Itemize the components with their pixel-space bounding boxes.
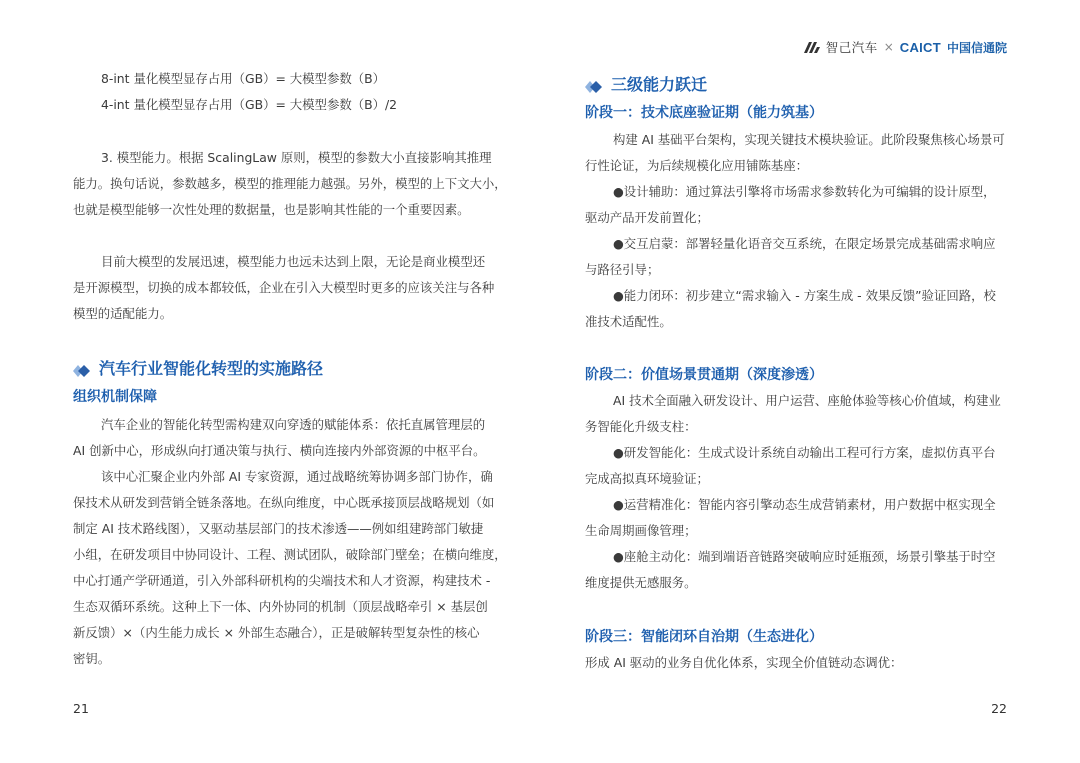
paragraph-line: 密钥。 xyxy=(73,651,111,666)
diamond-icon xyxy=(585,78,603,90)
paragraph-line: AI 技术全面融入研发设计、用户运营、座舱体验等核心价值域，构建业 xyxy=(613,393,1001,408)
paragraph-line: 生态双循环系统。这种上下一体、内外协同的机制（顶层战略牵引 × 基层创 xyxy=(73,599,488,614)
stage3-body xyxy=(585,650,1015,676)
section-title: 汽车行业智能化转型的实施路径 xyxy=(99,359,324,378)
bullet-line: ●研发智能化：生成式设计系统自动输出工程可行方案，虚拟仿真平台 xyxy=(613,445,996,460)
paragraph-line: 与路径引导； xyxy=(585,262,660,277)
bullet-line: ●运营精准化：智能内容引擎动态生成营销素材，用户数据中枢实现全 xyxy=(613,497,996,512)
paragraph-line: 能力。换句话说，参数越多，模型的推理能力越强。另外，模型的上下文大小， xyxy=(73,176,507,191)
bullet-line: ●交互启蒙：部署轻量化语音交互系统，在限定场景完成基础需求响应 xyxy=(613,236,996,251)
paragraph-line: 务智能化升级支柱： xyxy=(585,419,697,434)
paragraph-line: AI 创新中心，形成纵向打通决策与执行、横向连接内外部资源的中枢平台。 xyxy=(73,443,486,458)
paragraph-line: 行性论证，为后续规模化应用铺陈基座： xyxy=(585,158,809,173)
page-number-left: 21 xyxy=(73,701,89,716)
brand-separator: × xyxy=(883,40,894,54)
formula-block xyxy=(101,66,397,118)
stage3-title: 阶段三：智能闭环自治期（生态进化） xyxy=(585,629,823,645)
sub-title: 组织机制保障 xyxy=(73,389,157,405)
paragraph-line: 构建 AI 基础平台架构，实现关键技术模块验证。此阶段聚焦核心场景可 xyxy=(613,132,1005,147)
paragraph-line: 形成 AI 驱动的业务自优化体系，实现全价值链动态调优： xyxy=(585,655,903,670)
section-heading-left xyxy=(73,356,323,379)
paragraph-line: 制定 AI 技术路线图），又驱动基层部门的技术渗透——例如组建跨部门敏捷 xyxy=(73,521,484,536)
header-logos xyxy=(804,38,1007,56)
page-number-right: 22 xyxy=(991,701,1007,716)
paragraph-line: 小组，在研发项目中协同设计、工程、测试团队，破除部门壁垒；在横向维度， xyxy=(73,547,507,562)
formula-line: 4-int 量化模型显存占用（GB）= 大模型参数（B）/2 xyxy=(101,97,398,112)
paragraph-line: 保技术从研发到营销全链条落地。在纵向维度，中心既承接顶层战略规划（如 xyxy=(73,495,495,510)
stage2-title: 阶段二：价值场景贯通期（深度渗透） xyxy=(585,367,823,383)
paragraph-line: 目前大模型的发展迅速，模型能力也远未达到上限，无论是商业模型还 xyxy=(101,254,486,269)
stage1-title: 阶段一：技术底座验证期（能力筑基） xyxy=(585,105,823,121)
para-org-2 xyxy=(73,464,507,672)
para-development xyxy=(73,249,500,327)
paragraph-line: 模型的适配能力。 xyxy=(73,306,173,321)
paragraph-line: 也就是模型能够一次性处理的数据量，也是影响其性能的一个重要因素。 xyxy=(73,202,470,217)
paragraph-line: 驱动产品开发前置化； xyxy=(585,210,709,225)
bullet-line: ●能力闭环：初步建立“需求输入 - 方案生成 - 效果反馈”验证回路，校 xyxy=(613,288,996,303)
diamond-icon xyxy=(73,362,91,374)
paragraph-line: 完成高拟真环境验证； xyxy=(585,471,709,486)
bullet-line: ●设计辅助：通过算法引擎将市场需求参数转化为可编辑的设计原型， xyxy=(613,184,996,199)
paragraph-line: 生命周期画像管理； xyxy=(585,523,697,538)
paragraph-line: 新反馈）×（内生能力成长 × 外部生态融合），正是破解转型复杂性的核心 xyxy=(73,625,480,640)
paragraph-line: 该中心汇聚企业内外部 AI 专家资源，通过战略统筹协调多部门协作，确 xyxy=(101,469,493,484)
stage2-body xyxy=(585,388,1015,596)
paragraph-line: 维度提供无感服务。 xyxy=(585,575,697,590)
zhiji-logo-icon xyxy=(804,42,820,53)
para-model-ability xyxy=(73,145,507,223)
brand-caict-cn: 中国信通院 xyxy=(946,40,1007,55)
stage1-body xyxy=(585,127,1015,335)
paragraph-line: 中心打通产学研通道，引入外部科研机构的尖端技术和人才资源，构建技术 - xyxy=(73,573,491,588)
paragraph-line: 是开源模型，切换的成本都较低，企业在引入大模型时更多的应该关注与各种 xyxy=(73,280,495,295)
brand-caict: CAICT xyxy=(899,39,941,55)
section-heading-right xyxy=(585,72,707,95)
brand-zhiji: 智己汽车 xyxy=(825,40,878,55)
section-title: 三级能力跃迁 xyxy=(611,75,708,94)
para-org-1 xyxy=(73,412,500,464)
paragraph-line: 准技术适配性。 xyxy=(585,314,672,329)
paragraph-line: 汽车企业的智能化转型需构建双向穿透的赋能体系：依托直属管理层的 xyxy=(101,417,486,432)
formula-line: 8-int 量化模型显存占用（GB）= 大模型参数（B） xyxy=(101,71,386,86)
bullet-line: ●座舱主动化：端到端语音链路突破响应时延瓶颈，场景引擎基于时空 xyxy=(613,549,996,564)
paragraph-line: 3. 模型能力。根据 ScalingLaw 原则，模型的参数大小直接影响其推理 xyxy=(101,150,492,165)
